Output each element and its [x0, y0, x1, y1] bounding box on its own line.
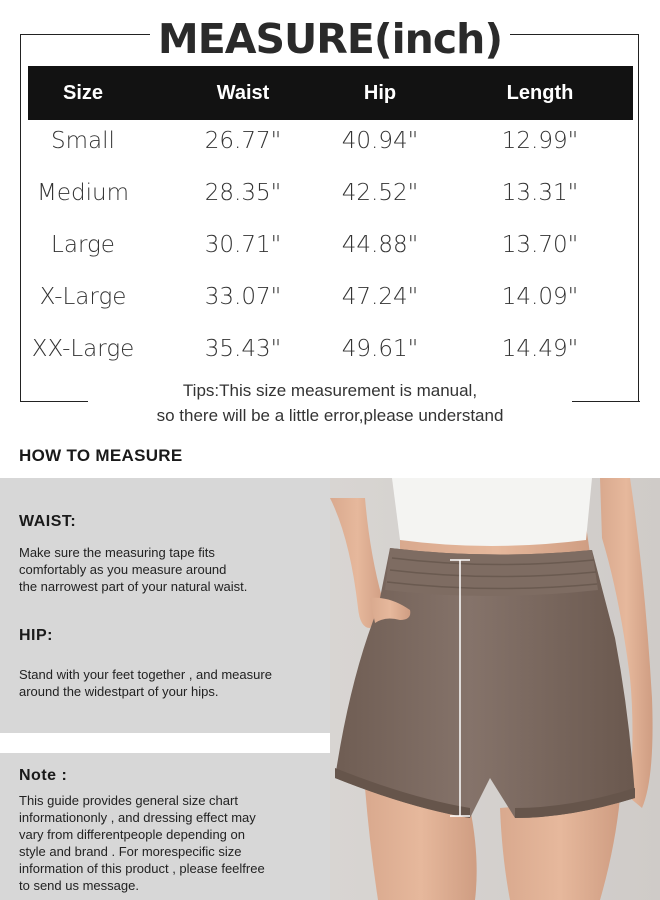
table-header [28, 66, 633, 120]
cell-size: X-Large [39, 284, 127, 310]
cell-hip: 47.24" [341, 284, 419, 310]
tips-line: Tips:This size measurement is manual, [182, 381, 478, 400]
cell-hip: 40.94" [341, 128, 419, 154]
waist-title: WAIST: [19, 513, 77, 530]
note-description [19, 792, 329, 894]
cell-size: Small [51, 128, 115, 154]
table-row [28, 271, 633, 323]
product-photo [330, 478, 660, 900]
shorts-model-illustration [330, 478, 660, 900]
panel-divider [0, 733, 340, 753]
text-line: This guide provides general size chart [19, 793, 238, 808]
text-line: information of this product , please feelfree [19, 861, 265, 876]
text-line: Stand with your feet together , and measure [19, 667, 272, 682]
tips-line: so there will be a little error,please understand [156, 406, 504, 425]
cell-hip: 42.52" [341, 180, 419, 206]
header-length: Length [506, 82, 574, 104]
cell-waist: 28.35" [204, 180, 282, 206]
cell-waist: 26.77" [204, 128, 282, 154]
chart-title: MEASURE(inch) [150, 12, 510, 66]
cell-hip: 49.61" [341, 336, 419, 362]
table-row [28, 115, 633, 167]
text-line: vary from differentpeople depending on [19, 827, 245, 842]
how-to-measure-heading: HOW TO MEASURE [19, 446, 183, 465]
text-line: informationonly , and dressing effect may [19, 810, 256, 825]
hip-title: HIP: [19, 627, 53, 644]
table-row [28, 219, 633, 271]
cell-length: 12.99" [501, 128, 579, 154]
cell-waist: 35.43" [204, 336, 282, 362]
text-line: around the widestpart of your hips. [19, 684, 219, 699]
text-line: style and brand . For morespecific size [19, 844, 242, 859]
cell-length: 14.09" [501, 284, 579, 310]
cell-size: Medium [37, 180, 129, 206]
cell-length: 13.70" [501, 232, 579, 258]
hip-description [19, 666, 329, 700]
cell-length: 13.31" [501, 180, 579, 206]
text-line: Make sure the measuring tape fits [19, 545, 215, 560]
cell-size: XX-Large [31, 336, 135, 362]
table-row [28, 167, 633, 219]
text-line: to send us message. [19, 878, 139, 893]
tips-note [0, 378, 660, 428]
cell-waist: 33.07" [204, 284, 282, 310]
header-size: Size [62, 82, 104, 104]
cell-waist: 30.71" [204, 232, 282, 258]
text-line: comfortably as you measure around [19, 562, 227, 577]
header-waist: Waist [216, 82, 270, 104]
table-row [28, 323, 633, 375]
cell-hip: 44.88" [341, 232, 419, 258]
text-line: the narrowest part of your natural waist. [19, 579, 248, 594]
cell-size: Large [51, 232, 115, 258]
cell-length: 14.49" [501, 336, 579, 362]
chart-title-wrap [0, 12, 660, 66]
header-hip: Hip [363, 82, 397, 104]
note-title: Note : [19, 767, 68, 784]
waist-description [19, 544, 329, 595]
